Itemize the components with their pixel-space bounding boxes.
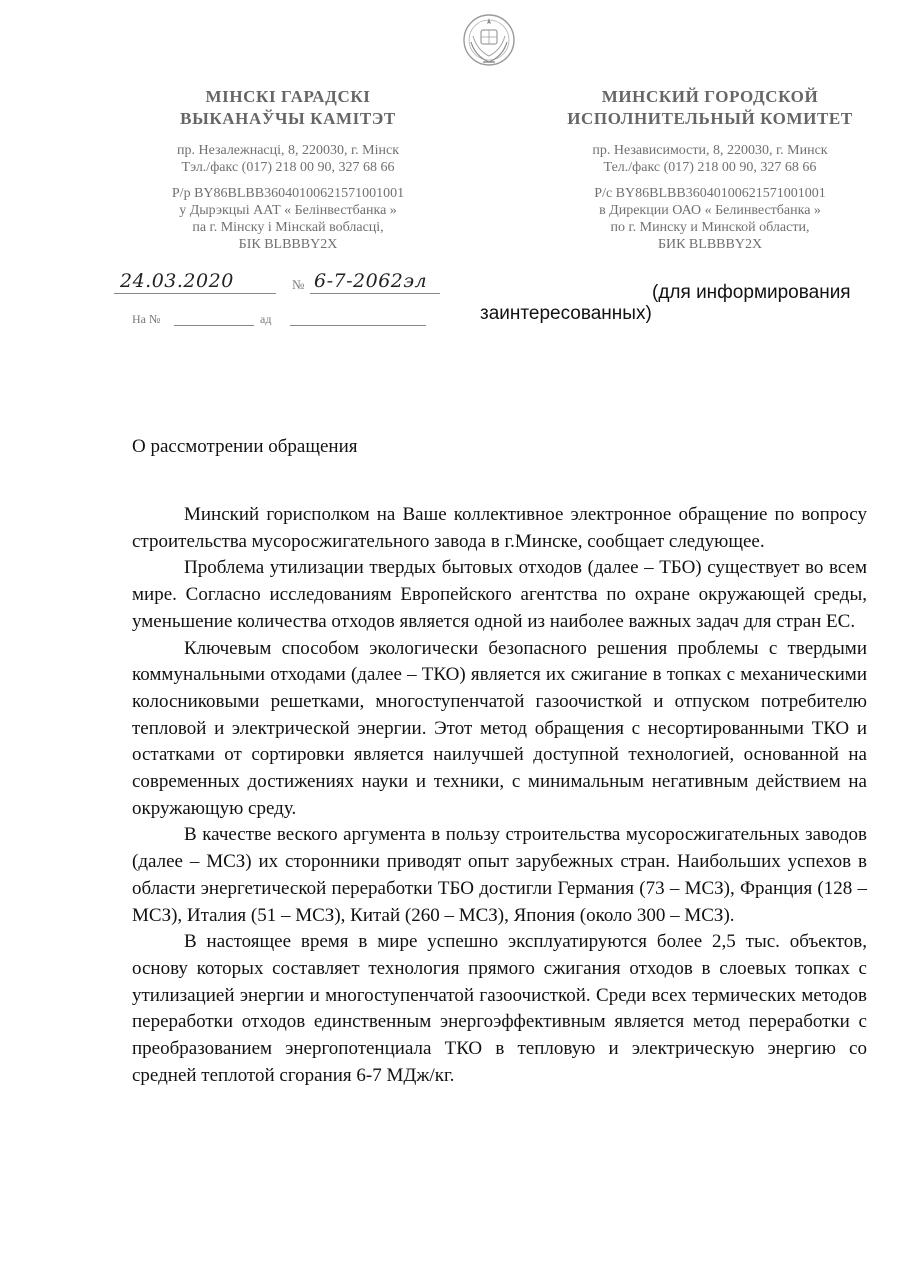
number-label: № [292,277,305,292]
state-emblem-icon [461,12,517,68]
address-line: пр. Независимости, 8, 220030, г. Минск [592,143,828,158]
org-name-line2: ИСПОЛНИТЕЛЬНЫЙ КОМИТЕТ [567,109,853,128]
bank-name-line: в Дирекции ОАО « Белинвестбанка » [599,203,821,218]
bank-region-line: па г. Мінску і Мінскай вобласці, [192,220,384,235]
reference-on-label: На № [132,312,161,326]
header-russian [530,86,890,253]
bank-account-line: Р/р BY86BLBB36040100621571001001 [171,186,405,201]
date-underline [114,293,276,294]
org-name-line1: МИНСКИЙ ГОРОДСКОЙ [601,87,819,106]
org-name-line2: ВЫКАНАЎЧЫ КАМІТЭТ [180,109,396,128]
number-underline [310,293,440,294]
body-paragraph: Минский горисполком на Ваше коллективное электронное обращение по вопросу строительства мусоросжигательного завода в г.Минске, сообщает следующее. [132,504,867,552]
bank-region-line: по г. Минску и Минской области, [610,220,810,235]
letter-body [132,502,867,1089]
phone-line: Тэл./факс (017) 218 00 90, 327 68 66 [181,160,395,175]
document-date: 24.03.2020 [120,270,234,292]
org-name-line1: МІНСКІ ГАРАДСКІ [205,87,371,106]
letter-subject: О рассмотрении обращения [132,436,358,457]
reference-number-line [174,325,254,326]
address-line: пр. Незалежнасці, 8, 220030, г. Мінск [176,143,400,158]
bank-account-line: Р/с BY86BLBB36040100621571001001 [594,186,826,201]
bank-bic-line: БІК BLBBBY2X [238,237,338,252]
document-number: 6-7-2062эл [314,270,428,292]
reference-date-line [290,325,426,326]
phone-line: Тел./факс (017) 218 00 90, 327 68 66 [603,160,817,175]
bank-name-line: у Дырэкцыі ААТ « Белінвестбанка » [179,203,397,218]
body-paragraph: Проблема утилизации твердых бытовых отходов (далее – ТБО) существует во всем мире. Согласно исследованиям Европейского агентства по охране окружающей среды, уменьшение количества отходов является одной из наиболее важных задач для стран ЕС. [132,557,867,632]
reference-from-label: ад [260,312,272,326]
header-belarusian [108,86,468,253]
recipient-line1: (для информирования [652,282,851,303]
body-paragraph: В качестве веского аргумента в пользу строительства мусоросжигательных заводов (далее – МСЗ) их сторонники приводят опыт зарубежных стран. Наибольших успехов в области энергетической переработки ТБО достигли Германия (73 – МСЗ), Франция (128 – МСЗ), Италия (51 – МСЗ), Китай (260 – МСЗ), Япония (около 300 – МСЗ). [132,824,867,926]
bank-bic-line: БИК BLBBBY2X [657,237,763,252]
body-paragraph: В настоящее время в мире успешно эксплуатируются более 2,5 тыс. объектов, основу которых составляет технология прямого сжигания отходов в слоевых топках с утилизацией энергии и многоступенчатой газоочисткой. Среди всех термических методов переработки отходов единственным энергоэффективным является метод переработки с преобразованием энергопотенциала ТКО в тепловую и электрическую энергию со средней теплотой сгорания 6-7 МДж/кг. [132,931,867,1086]
body-paragraph: Ключевым способом экологически безопасного решения проблемы с твердыми коммунальными отходами (далее – ТКО) является их сжигание в топках с механическими колосниковыми решетками, многоступенчатой газоочисткой и отпуском потребителю тепловой и электрической энергии. Этот метод обращения с несортированными ТКО и остатками от сортировки является наилучшей доступной технологией, основанной на современных достижениях науки и техники, с минимальным негативным действием на окружающую среду. [132,637,867,819]
recipient-line2: заинтересованных) [480,303,652,324]
